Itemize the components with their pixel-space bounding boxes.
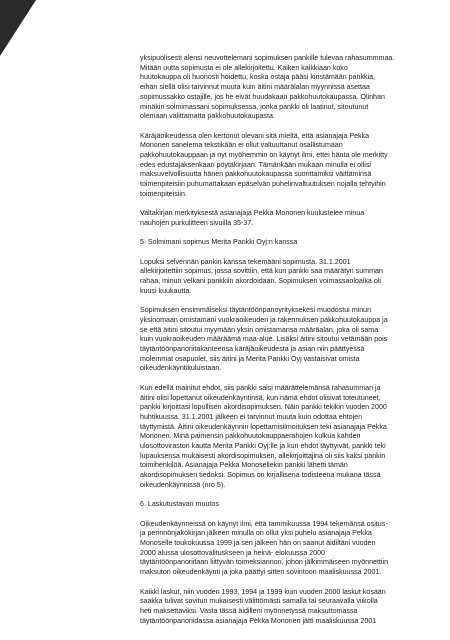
text-line: täytäntöönpanoriitakanteensa käräjäoikeudesta ja asian niin päättyessä [140,345,365,354]
text-line: saakka tulivat sovitun mukaisesti välittömästi samalla tai seuraavalla viikolla [140,597,378,606]
text-line: edes edustajaksenkaan pöytäkirjaan. Tämänkään mukaan minulla ei ollisi [140,160,371,169]
text-line: 5. Solmimani sopimus Merita Pankki Oyj:n kanssa [140,238,298,247]
text-line: lupauksensa mukaisesti akordisopimuksen, allekirjoittajina oli siis kaksi pankin [140,451,386,460]
paragraph [140,54,440,122]
text-line: täytäntöönpanoriitaan liittyvän toimeksiannon, johon jälkimmäiseen myönnettiin [140,558,389,567]
text-line: toimenpiteisiin. [140,189,187,198]
text-line: kuusi kuukautta. [140,286,192,295]
text-line: huhtikuussa. 31.1.2001 jälkeen ei tarvinnut muuta kuin odottaa ehtojen [140,412,363,421]
text-line: Monoselle toukokuussa 1999 ja sen jälkeen hän on saanut äidiltäni vuoden [140,539,376,548]
text-line: heti maksettaviksi. Vasta tässä äidilleni myönnetyssä maksuttomassa [140,606,358,615]
text-line: eihän siellä olisi tarvinnut muuta kuin äitini määrälalan myynnissä asettaa [140,83,370,92]
text-line: allekirjoitettiin sopimus, jossa sovittiin, että kun pankki saa määrätyn summan [140,267,383,276]
text-line: se että äitini sitoutui myymään yksin omistamansa määräalan, joka oli sama [140,325,379,334]
text-line: akordisopimuksen tiedoksi. Sopimus on kirjallisena todisteena mukana tässä [140,471,381,480]
text-line: Sopimuksen ensimmäiseksi täytäntöönpanoyrityksekesi muodostui minun [140,306,372,315]
text-line: Käräjäoikeudessa olen kertonut olevani sitä mieltä, että asianajaja Pekka [140,131,370,140]
text-line: toimihenkilöä. Asianajaja Pekka Monosellekin pankki lähetti tämän [140,461,348,470]
text-line: ulosottoviraston kautta Merita Pankki Oyj:lle ja kun ehdot täyttyivät, pankki teki [140,442,386,451]
paragraph [140,209,440,228]
text-line: Lopuksi selvennän pankin kanssa tekemääni sopimusta. 31.1.2001 [140,257,351,266]
text-line: maksuton oikeudenkäynti ja joka päättyi sitten sovintoon maaliskuussa 2001. [140,568,382,577]
text-line: äitini olisi lopettanut oikeudenkäyntinsä, kun nämä ehdot olisivat toteutuneet, [140,393,381,402]
text-line: toimenpiteisiin puhumattakaan epäselvän puhelinvaltuutuksen nojalla tehtyihin [140,180,386,189]
text-line: yksipuolisesti alensi neuvottelemani sopimuksen pankille tulevaa rahasummmaa. [140,54,395,62]
text-line: olemaan valittamatta pakkohuutokaupasta. [140,112,275,121]
text-line: Mononen sanelema tekstikään ei ollut valtuuttanut osallistumaan [140,141,343,150]
paragraph [140,306,440,374]
text-line: Kun edellä mainitut ehdot, siis pankki saisi määrättelemänsä rahasumman ja [140,383,381,392]
section-heading [140,500,440,510]
text-line: yksinomaan omistamani vuokraoikeuden ja rakennuksen pakkohuutokauppa ja [140,315,388,324]
text-line: ja perinnönjakokirjan jälkeen minulla on ollut yksi puhelu asianajaja Pekka [140,529,372,538]
text-line: minäkin solmimassani sopimuksessa, jonka pankki oli laatinut, sitoutunut [140,102,369,111]
text-line: Mononen. Minä paimensin pakkohuutokauppaerahojen kulkua kahden [140,432,361,441]
text-line: Kaikki laskut, niin vuoden 1993, 1994 ja 1999 kuin vuoden 2000 laskut kosään [140,587,386,596]
text-line: oikeudenkäynnissä (nro 5). [140,480,226,489]
text-line: nauhojen purkulitteen sivuilla 35-37. [140,218,254,227]
text-line: kuin vuokraoikeuden määräämä maa-alue. Lisäksi äitini sitoutui vetämään pois [140,335,388,344]
text-line: Oikeudenkäynneissä on käynyt ilmi, että tammikuussa 1994 tekemänsä ositus- [140,519,388,528]
text-line: pankki kirjoittasi lopullisen akordisopimuksen. Näin pankki tekikin vuoden 2000 [140,403,387,412]
paragraph [140,588,440,627]
section-heading [140,238,440,248]
paragraph [140,384,440,491]
text-line: oikeudenkäyntikuluistaan. [140,364,222,373]
paragraph [140,132,440,200]
text-line: huutokauppa oli huonosti hoidettu, koska ostaja pääsi kiristämään pankkia, [140,73,376,82]
text-line: täytäntöönpanoriidassa asianajaja Pekka Mononen jätti maaliskuussa 2001 [140,616,377,625]
paragraph [140,258,440,297]
text-line: sopimussakko ostajille, jos he eivät huudakaan pakkohuutokaupassa. Olinhan [140,92,385,101]
text-line: maksuvelvollisuutta hänen pakkohuutokaupassa suorittamiksi väittäminsä [140,170,372,179]
text-line: molemmat osapuolet, siis äitini ja Merita Pankki Oyj vastaisivat omista [140,354,360,363]
text-line: 6. Laskutustavan muutos [140,500,219,509]
text-line: 2000 alussa ulosottovalituskseen ja heinä- elokuussa 2000 [140,548,325,557]
text-line: pakkohuutokauppaan ja nyt myöhemmin on käynyt ilmi, ettei hänta ole merkitty [140,151,388,160]
text-line: täyttymistä. Äitini oikeudenkäynnin lopettamisilmoituksen teki asianajaja Pekka [140,422,387,431]
text-line: Mitään uutta sopimusta ei ole allekirjoitettu. Kaiken kaikkiaan koko [140,63,348,72]
scan-corner-mark [0,0,36,56]
text-line: Valtakirjan merkityksestä asianajaja Pekka Mononen kuulustelee minua [140,209,365,218]
paragraph [140,520,440,578]
document-page [140,54,440,636]
text-line: rahaa, minun velkani pankkiin akordoidaan. Sopimuksen voimassaoloaika oli [140,277,381,286]
